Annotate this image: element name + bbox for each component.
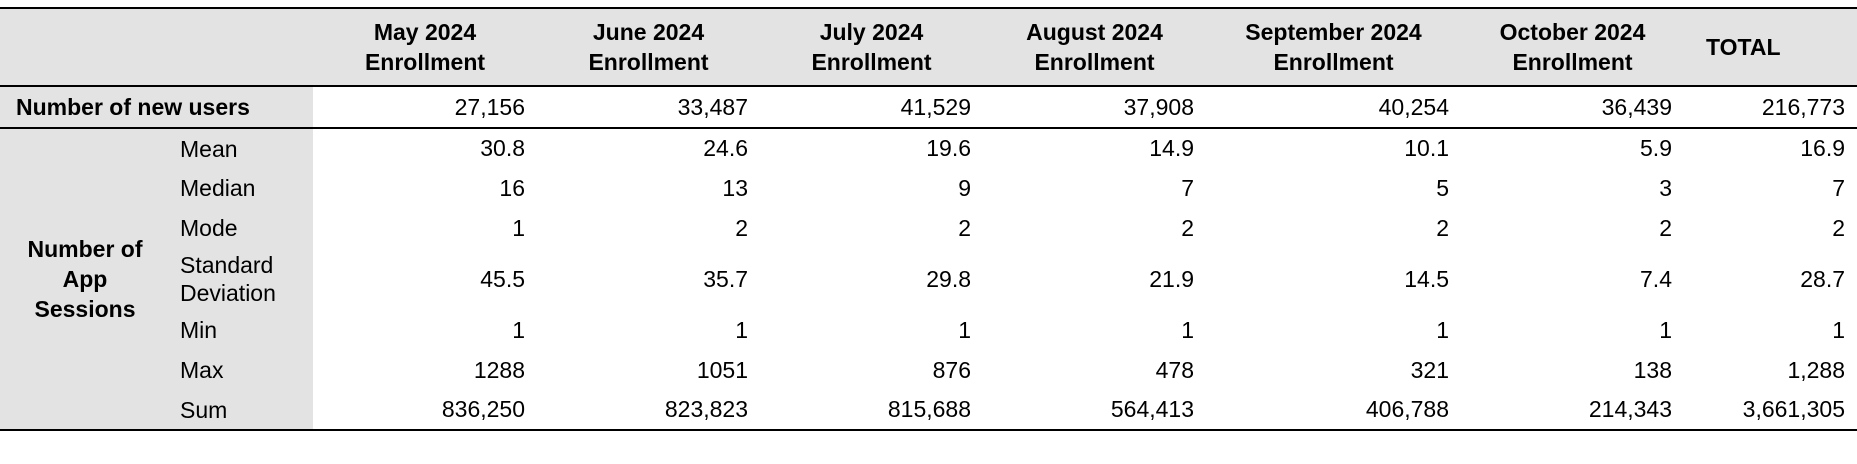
stat-cell: 21.9	[1149, 265, 1194, 292]
stat-cell: 214,343	[1461, 390, 1684, 430]
stat-row-sum	[0, 390, 1857, 430]
stat-cell: 9	[958, 174, 971, 201]
header-label: August 2024	[1026, 19, 1163, 45]
stat-label-median: Median	[170, 168, 313, 208]
sessions-group-label	[0, 128, 170, 430]
new-users-cell: 40,254	[1206, 86, 1461, 128]
enrollment-stats-table	[0, 7, 1857, 431]
stat-label-sum: Sum	[170, 390, 313, 430]
header-corner	[0, 8, 313, 86]
header-label: June 2024	[592, 19, 705, 45]
stat-cell: 2	[1181, 214, 1194, 241]
stat-cell: 1	[512, 214, 525, 241]
stat-label-line: Deviation	[180, 280, 276, 306]
stat-cell: 30.8	[480, 135, 525, 161]
stat-cell: 45.5	[480, 265, 525, 292]
header-label: September 2024	[1245, 19, 1422, 45]
stat-cell: 10.1	[1404, 135, 1449, 161]
stat-cell: 406,788	[1206, 390, 1461, 430]
header-july-2024	[760, 8, 983, 86]
new-users-row	[0, 86, 1857, 128]
header-sublabel: Enrollment	[1034, 49, 1155, 75]
stat-row-max	[0, 350, 1857, 390]
stat-cell: 2	[1659, 214, 1672, 241]
stat-total-cell: 28.7	[1800, 265, 1845, 292]
stat-cell: 478	[1155, 356, 1194, 383]
header-row	[0, 8, 1857, 86]
stat-cell: 836,250	[313, 390, 537, 430]
stat-cell: 2	[735, 214, 748, 241]
stat-row-min	[0, 310, 1857, 350]
stat-total-cell: 1	[1832, 316, 1845, 343]
header-label: July 2024	[819, 19, 924, 45]
stat-cell: 815,688	[760, 390, 983, 430]
stat-cell: 321	[1410, 356, 1449, 383]
stat-cell: 1288	[473, 356, 525, 383]
stat-cell: 1	[735, 316, 748, 343]
stat-cell: 19.6	[926, 135, 971, 161]
header-october-2024	[1461, 8, 1684, 86]
stat-cell: 3	[1659, 174, 1672, 201]
group-label-line: Number of	[27, 236, 143, 262]
stat-cell: 24.6	[703, 135, 748, 161]
stat-cell: 1	[1436, 316, 1449, 343]
header-sublabel: Enrollment	[588, 49, 709, 75]
stat-total-cell: 2	[1832, 214, 1845, 241]
header-sublabel: Enrollment	[364, 49, 486, 75]
header-sublabel: Enrollment	[1512, 49, 1633, 75]
stat-cell: 5.9	[1640, 135, 1672, 161]
stat-total-cell: 1,288	[1787, 356, 1845, 383]
header-label: May 2024	[373, 19, 477, 45]
stat-label-max: Max	[170, 350, 313, 390]
stat-cell: 138	[1633, 356, 1672, 383]
stat-row-median	[0, 168, 1857, 208]
group-label-line: App	[62, 266, 108, 292]
stat-label-mode: Mode	[170, 208, 313, 248]
stat-row-mean	[0, 128, 1857, 168]
new-users-cell: 33,487	[537, 86, 760, 128]
stat-cell: 1	[1181, 316, 1194, 343]
stat-cell: 1	[958, 316, 971, 343]
header-sublabel: Enrollment	[811, 49, 932, 75]
stat-cell: 876	[932, 356, 971, 383]
stat-label-line: Standard	[180, 252, 274, 278]
new-users-cell: 27,156	[313, 86, 537, 128]
stat-row-standard-deviation	[0, 248, 1857, 310]
stat-cell: 7	[1181, 174, 1194, 201]
header-total: TOTAL	[1684, 8, 1857, 86]
stat-cell: 35.7	[703, 265, 748, 292]
new-users-label: Number of new users	[0, 86, 313, 128]
group-label-line: Sessions	[34, 296, 136, 322]
stat-cell: 1	[1659, 316, 1672, 343]
stat-total-cell: 16.9	[1800, 135, 1845, 161]
header-june-2024	[537, 8, 760, 86]
header-september-2024	[1206, 8, 1461, 86]
stat-cell: 14.5	[1404, 265, 1449, 292]
stat-total-cell: 7	[1832, 174, 1845, 201]
new-users-cell: 37,908	[983, 86, 1206, 128]
stat-cell: 2	[958, 214, 971, 241]
stat-cell: 5	[1436, 174, 1449, 201]
header-may-2024	[313, 8, 537, 86]
stat-cell: 16	[499, 174, 525, 201]
new-users-total-cell: 216,773	[1684, 86, 1857, 128]
stat-label-mean: Mean	[170, 128, 313, 168]
header-august-2024	[983, 8, 1206, 86]
header-label: October 2024	[1499, 19, 1646, 45]
new-users-cell: 41,529	[760, 86, 983, 128]
stat-cell: 13	[722, 174, 748, 201]
stat-total-cell: 3,661,305	[1684, 390, 1857, 430]
stat-cell: 564,413	[983, 390, 1206, 430]
header-sublabel: Enrollment	[1273, 49, 1394, 75]
stat-cell: 14.9	[1149, 135, 1194, 161]
stat-cell: 1	[512, 316, 525, 343]
stat-label-min: Min	[170, 310, 313, 350]
stat-cell: 2	[1436, 214, 1449, 241]
stat-cell: 823,823	[537, 390, 760, 430]
stat-cell: 29.8	[926, 265, 971, 292]
stat-label-standard-deviation	[170, 248, 313, 310]
stat-cell: 7.4	[1640, 265, 1672, 292]
new-users-cell: 36,439	[1461, 86, 1684, 128]
stat-cell: 1051	[696, 356, 748, 383]
stat-row-mode	[0, 208, 1857, 248]
